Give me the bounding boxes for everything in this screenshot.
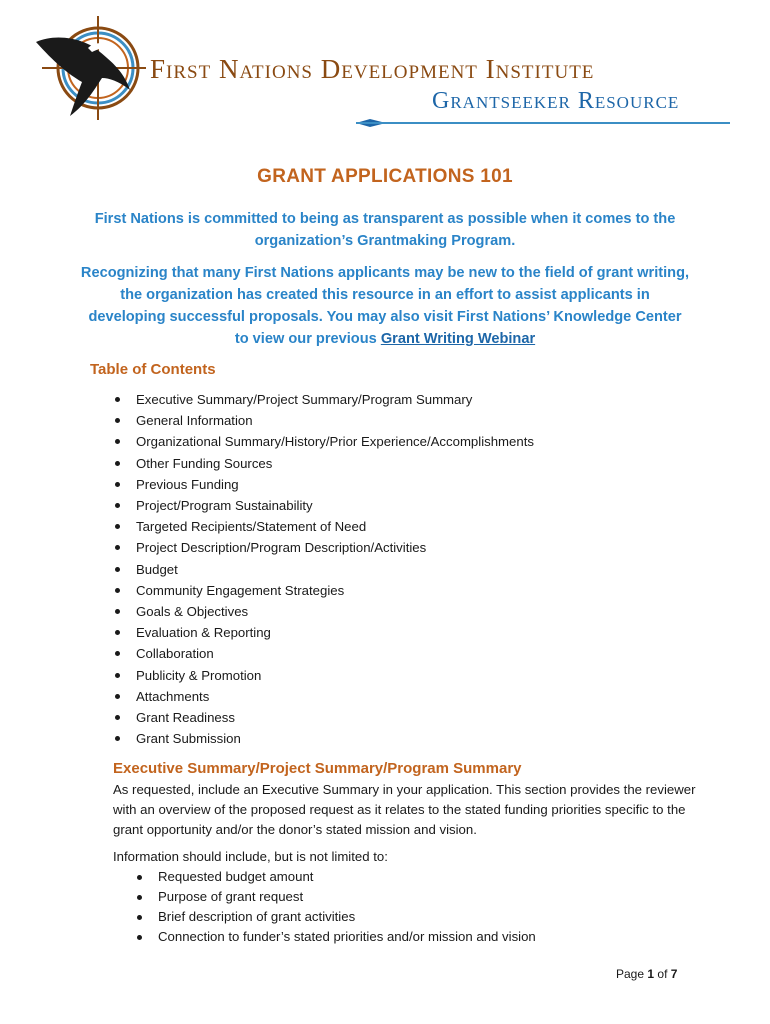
header-rule [356,122,730,124]
toc-item: Goals & Objectives [112,601,534,622]
page-current: 1 [647,967,655,981]
toc-item: Executive Summary/Project Summary/Program Summary [112,389,534,410]
toc-list [112,389,534,749]
toc-item: Collaboration [112,643,534,664]
eagle-medicine-wheel-logo [28,12,148,124]
section-body: As requested, include an Executive Summary in your application. This section provides the reviewer with an overview of the proposed request as it relates to the stated funding priorities specific to the grant opportunity and/or the donor’s stated mission and vision. [113,782,696,837]
list-item: Requested budget amount [136,867,536,887]
list-item: Brief description of grant activities [136,907,536,927]
page-word: Page [616,967,645,981]
toc-item: Organizational Summary/History/Prior Experience/Accomplishments [112,431,534,452]
list-item: Purpose of grant request [136,887,536,907]
of-word: of [657,967,668,981]
list-item: Connection to funder’s stated priorities and/or mission and vision [136,927,536,947]
document-title: GRANT APPLICATIONS 101 [257,166,513,187]
toc-item: Previous Funding [112,474,534,495]
toc-item: Targeted Recipients/Statement of Need [112,516,534,537]
intro-paragraph-2-text: Recognizing that many First Nations applicants may be new to the field of grant writing, the organization has created this resource in an effort to assist applicants in developing successful proposals. You may also visit First Nations’ Knowledge Center to view our previous [80,265,690,347]
toc-item: Grant Submission [112,728,534,749]
page-number [616,967,677,981]
intro-paragraph-1: First Nations is committed to being as transparent as possible when it comes to the organization’s Grantmaking Program. [94,211,676,249]
org-name: First Nations Development Institute [150,54,595,84]
intro-paragraph-2 [80,262,690,350]
toc-item: Community Engagement Strategies [112,580,534,601]
section-heading: Executive Summary/Project Summary/Program Summary [113,760,522,777]
toc-item: Attachments [112,686,534,707]
page-total: 7 [670,967,678,981]
toc-item: Grant Readiness [112,707,534,728]
toc-item: Project Description/Program Description/Activities [112,537,534,558]
sub-name: Grantseeker Resource [432,88,680,114]
toc-heading: Table of Contents [90,361,216,378]
toc-item: General Information [112,410,534,431]
toc-item: Evaluation & Reporting [112,622,534,643]
grant-writing-webinar-link[interactable]: Grant Writing Webinar [380,331,536,347]
toc-item: Project/Program Sustainability [112,495,534,516]
info-list [136,867,536,947]
toc-item: Other Funding Sources [112,453,534,474]
toc-item: Publicity & Promotion [112,665,534,686]
toc-item: Budget [112,559,534,580]
section-lead: Information should include, but is not limited to: [113,849,388,864]
